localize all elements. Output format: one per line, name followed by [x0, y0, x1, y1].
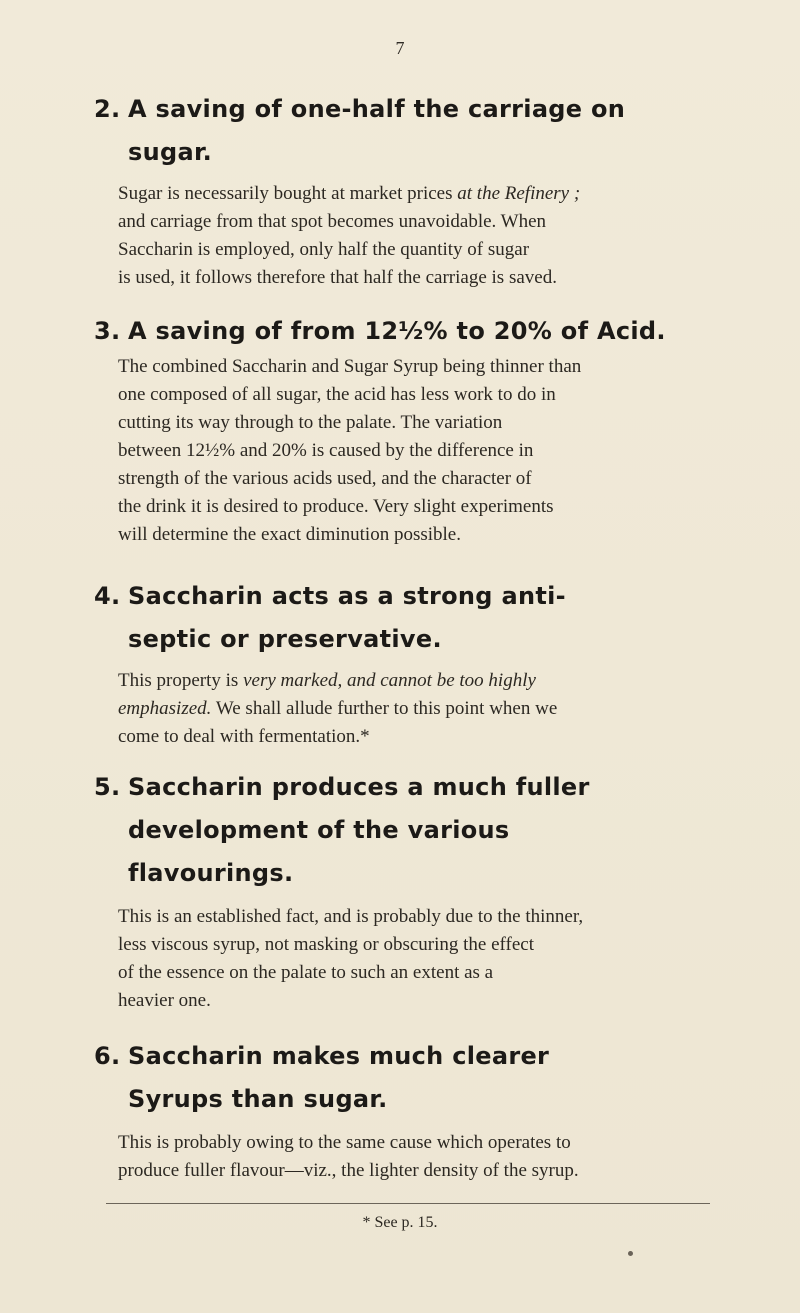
body-line: cutting its way through to the palate. The variation — [118, 412, 503, 433]
body-line: will determine the exact diminution possible. — [118, 524, 461, 545]
section-number: 4. — [94, 582, 121, 610]
body-line: Sugar is necessarily bought at market prices — [118, 183, 453, 204]
body-line: one composed of all sugar, the acid has less work to do in — [118, 384, 556, 405]
section-body — [94, 353, 714, 549]
section-heading — [94, 88, 714, 174]
heading-line: Saccharin acts as a strong anti- — [128, 582, 566, 610]
section-number: 6. — [94, 1042, 121, 1070]
heading-line: Saccharin produces a much fuller — [128, 773, 590, 801]
body-line: and carriage from that spot becomes unavoidable. When — [118, 211, 547, 232]
body-line: of the essence on the palate to such an extent as a — [118, 962, 494, 983]
section-number: 5. — [94, 773, 121, 801]
section-body — [94, 1129, 714, 1185]
section-body — [94, 667, 714, 751]
footnote-divider — [106, 1203, 710, 1204]
heading-line: Syrups than sugar. — [128, 1085, 388, 1113]
body-italic: very marked, and cannot be too highly — [243, 670, 536, 691]
body-line: We shall allude further to this point when we — [215, 698, 558, 719]
body-line: is used, it follows therefore that half the carriage is saved. — [118, 267, 557, 288]
section-heading — [94, 766, 714, 895]
section-number: 3. — [94, 317, 121, 345]
section-6 — [94, 1035, 714, 1185]
body-line: The combined Saccharin and Sugar Syrup being thinner than — [118, 356, 582, 377]
section-5 — [94, 766, 714, 1015]
section-body — [94, 180, 714, 292]
ink-speck — [628, 1251, 633, 1256]
body-line: This property is — [118, 670, 239, 691]
body-line: This is probably owing to the same cause which operates to — [118, 1132, 571, 1153]
heading-line: sugar. — [128, 138, 213, 166]
body-line: Saccharin is employed, only half the quantity of sugar — [118, 239, 530, 260]
heading-line: Saccharin makes much clearer — [128, 1042, 550, 1070]
section-heading — [94, 575, 714, 661]
section-4 — [94, 575, 714, 751]
section-number: 2. — [94, 95, 121, 123]
section-heading — [94, 310, 714, 353]
page-number: 7 — [395, 38, 405, 58]
body-line: This is an established fact, and is probably due to the thinner, — [118, 906, 584, 927]
heading-line: A saving of from 12½% to 20% of Acid. — [128, 317, 666, 345]
body-italic: at the Refinery ; — [457, 183, 581, 204]
section-3 — [94, 310, 714, 549]
section-heading — [94, 1035, 714, 1121]
body-line: strength of the various acids used, and the character of — [118, 468, 532, 489]
heading-line: flavourings. — [128, 859, 294, 887]
body-line: between 12½% and 20% is caused by the difference in — [118, 440, 534, 461]
body-line: heavier one. — [118, 990, 211, 1011]
section-body — [94, 903, 714, 1015]
body-line: produce fuller flavour—viz., the lighter density of the syrup. — [118, 1160, 579, 1181]
body-italic: emphasized. — [118, 698, 212, 719]
footnote: * See p. 15. — [362, 1214, 438, 1231]
heading-line: A saving of one-half the carriage on — [128, 95, 626, 123]
body-line: come to deal with fermentation.* — [118, 726, 370, 747]
heading-line: development of the various — [128, 816, 510, 844]
body-line: the drink it is desired to produce. Very slight experiments — [118, 496, 554, 517]
body-line: less viscous syrup, not masking or obscuring the effect — [118, 934, 534, 955]
heading-line: septic or preservative. — [128, 625, 442, 653]
section-2 — [94, 88, 714, 292]
